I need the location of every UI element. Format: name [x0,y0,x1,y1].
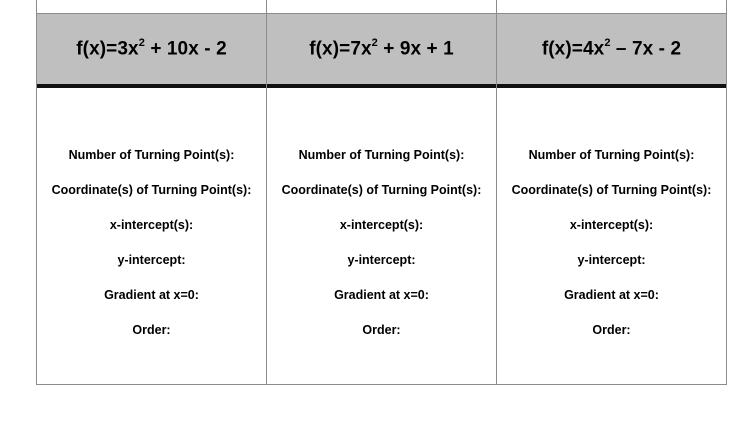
field-y-intercept: y-intercept: [577,253,646,267]
properties-list [267,145,496,355]
field-coordinates-of-turning-points: Coordinate(s) of Turning Point(s): [281,183,482,197]
exponent: 2 [604,36,611,49]
quadratic-functions-table [36,0,727,385]
field-y-intercept: y-intercept: [117,253,186,267]
properties-cell [37,88,266,384]
field-x-intercepts: x-intercept(s): [109,218,194,232]
field-order: Order: [132,323,171,337]
field-coordinates-of-turning-points: Coordinate(s) of Turning Point(s): [51,183,252,197]
field-x-intercepts: x-intercept(s): [339,218,424,232]
top-empty-row [37,0,266,14]
function-header [497,14,726,88]
exponent: 2 [371,36,378,49]
top-empty-row [267,0,496,14]
function-expression: $f(x)=4x^2 - 7x - 2$ [541,36,682,60]
function-header [37,14,266,88]
top-empty-row [497,0,726,14]
field-coordinates-of-turning-points: Coordinate(s) of Turning Point(s): [511,183,712,197]
field-gradient-at-x0: Gradient at x=0: [334,288,429,302]
properties-list [37,145,266,355]
field-number-of-turning-points: Number of Turning Point(s): [528,148,695,162]
field-order: Order: [592,323,631,337]
field-order: Order: [362,323,401,337]
exponent: 2 [138,36,145,49]
function-column-2 [266,0,496,384]
properties-cell [267,88,496,384]
properties-list [497,145,726,355]
function-column-3 [496,0,726,384]
field-x-intercepts: x-intercept(s): [569,218,654,232]
field-y-intercept: y-intercept: [347,253,416,267]
function-expression: $f(x)=3x^2 + 10x - 2$ [76,36,227,60]
function-header [267,14,496,88]
field-gradient-at-x0: Gradient at x=0: [564,288,659,302]
field-gradient-at-x0: Gradient at x=0: [104,288,199,302]
properties-cell [497,88,726,384]
function-expression: $f(x)=7x^2 + 9x + 1$ [309,36,454,60]
field-number-of-turning-points: Number of Turning Point(s): [298,148,465,162]
field-number-of-turning-points: Number of Turning Point(s): [68,148,235,162]
function-column-1 [37,0,266,384]
